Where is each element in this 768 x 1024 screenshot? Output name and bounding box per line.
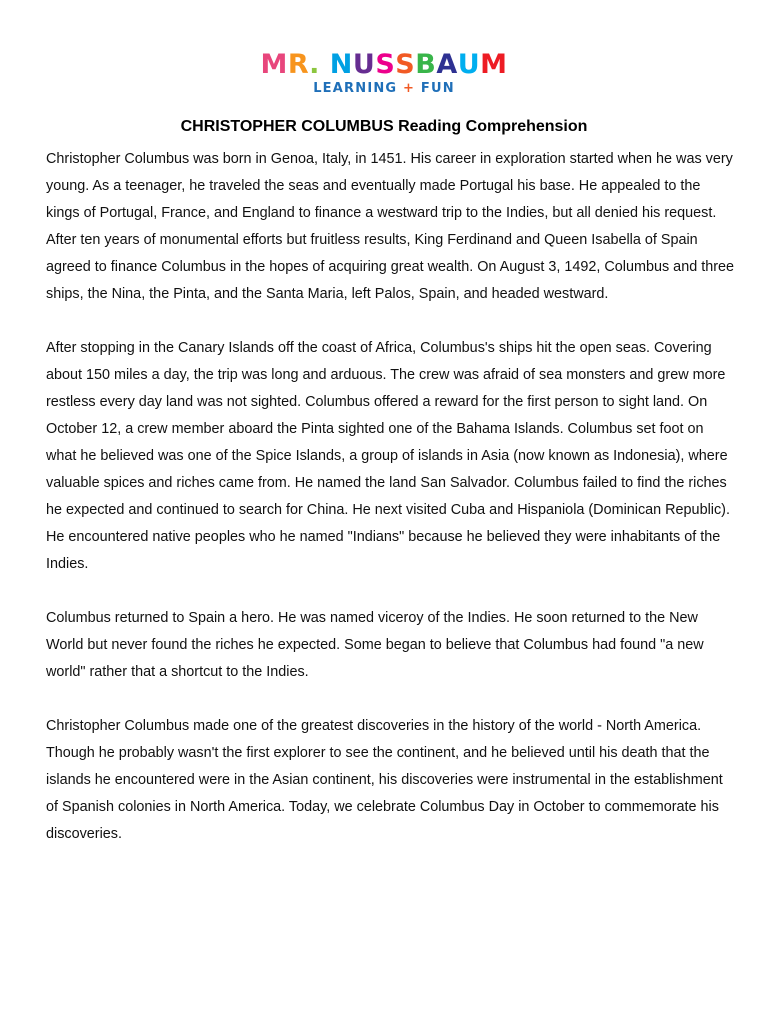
logo-tagline-right: FUN xyxy=(420,81,455,96)
logo-tagline-left: LEARNING xyxy=(313,81,398,96)
article-body xyxy=(46,146,736,875)
site-logo xyxy=(0,50,768,97)
logo-tagline xyxy=(0,81,768,97)
logo-letter: N xyxy=(329,49,353,80)
logo-letter: U xyxy=(457,49,481,80)
paragraph-2: After stopping in the Canary Islands off the coast of Africa, Columbus's ships hit the open seas. Covering about 150 miles a day, the trip was long and arduous. The crew was afraid of sea monsters and grew more restless every day land was not sighted. Columbus offered a reward for the first person to sight land. On October 12, a crew member aboard the Pinta sighted one of the Bahama Islands. Columbus set foot on what he believed was one of the Spice Islands, a group of islands in Asia (now known as Indonesia), where valuable spices and riches came from. He named the land San Salvador. Columbus failed to find the riches he expected and continued to search for China. He next visited Cuba and Hispaniola (Dominican Republic). He encountered native peoples who he named "Indians" because he believed they were inhabitants of the Indies. xyxy=(46,340,730,572)
logo-letter: B xyxy=(415,49,437,80)
logo-letter xyxy=(320,50,330,80)
logo-letter: R xyxy=(287,49,310,80)
logo-letter: A xyxy=(436,49,458,80)
page-title: CHRISTOPHER COLUMBUS Reading Comprehension xyxy=(180,118,588,135)
logo-wordmark xyxy=(0,50,768,80)
logo-letter: . xyxy=(309,49,320,80)
paragraph-4: Christopher Columbus made one of the greatest discoveries in the history of the world - North America. Though he probably wasn't the first explorer to see the continent, and he believed until his death that the islands he encountered were in the Asian continent, his discoveries were instrumental in the establishment of Spanish colonies in North America. Today, we celebrate Columbus Day in October to commemorate his discoveries. xyxy=(46,718,723,842)
logo-letter: U xyxy=(352,49,376,80)
logo-tagline-plus: + xyxy=(403,81,416,96)
logo-letter: S xyxy=(395,49,416,80)
paragraph-1: Christopher Columbus was born in Genoa, Italy, in 1451. His career in exploration started when he was very young. As a teenager, he traveled the seas and eventually made Portugal his base. He appealed to the kings of Portugal, France, and England to finance a westward trip to the Indies, but all denied his request. After ten years of monumental efforts but fruitless results, King Ferdinand and Queen Isabella of Spain agreed to finance Columbus in the hopes of acquiring great wealth. On August 3, 1492, Columbus and three ships, the Nina, the Pinta, and the Santa Maria, left Palos, Spain, and headed westward. xyxy=(46,151,734,302)
logo-letter: M xyxy=(260,49,288,80)
logo-letter: S xyxy=(375,49,396,80)
paragraph-3: Columbus returned to Spain a hero. He was named viceroy of the Indies. He soon returned to the New World but never found the riches he expected. Some began to believe that Columbus had found "a new world" rather that a shortcut to the Indies. xyxy=(46,610,704,680)
logo-letter: M xyxy=(480,49,508,80)
